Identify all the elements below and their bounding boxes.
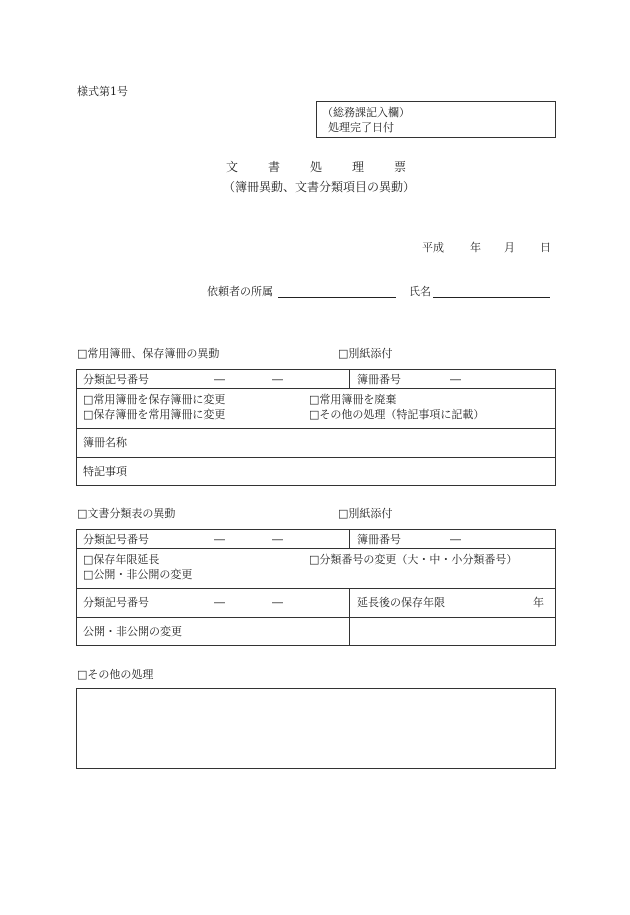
option-dispose-regular[interactable]: □常用簿冊を廃棄	[309, 393, 397, 406]
section1-attachment-checkbox[interactable]: □別紙添付	[338, 347, 393, 360]
section2-table	[76, 529, 556, 646]
class-code-label-2: 分類記号番号	[83, 596, 149, 609]
subtitle: （簿冊異動、文書分類項目の異動）	[223, 180, 416, 194]
title-char-3: 処	[310, 160, 323, 174]
class-code-dash: ―	[214, 596, 225, 609]
other-processing-box[interactable]	[76, 688, 556, 769]
requester-name-field[interactable]	[433, 297, 550, 298]
ledger-number-label: 簿冊番号	[357, 373, 401, 386]
option-extend-retention[interactable]: □保存年限延長	[83, 553, 160, 566]
class-code-dash: ―	[272, 533, 283, 546]
title-char-1: 文	[226, 160, 239, 174]
ledger-number-label: 簿冊番号	[357, 533, 401, 546]
office-use-label: （総務課記入欄）	[322, 106, 410, 119]
section1-heading[interactable]: □常用簿冊、保存簿冊の異動	[77, 347, 220, 360]
completion-date-label: 処理完了日付	[328, 121, 394, 134]
option-other-processing[interactable]: □その他の処理（特記事項に記載）	[309, 408, 485, 421]
option-change-disclosure[interactable]: □公開・非公開の変更	[83, 568, 193, 581]
requester-name-label: 氏名	[409, 285, 431, 298]
class-code-dash: ―	[272, 596, 283, 609]
option-change-class-number[interactable]: □分類番号の変更（大・中・小分類番号）	[309, 553, 518, 566]
remarks-label: 特記事項	[83, 465, 127, 478]
office-use-box	[316, 101, 556, 138]
class-code-dash: ―	[272, 373, 283, 386]
date-year: 年	[470, 241, 481, 254]
date-month: 月	[504, 241, 515, 254]
option-regular-to-storage[interactable]: □常用簿冊を保存簿冊に変更	[83, 393, 226, 406]
disclosure-change-label: 公開・非公開の変更	[83, 625, 182, 638]
section2-heading[interactable]: □文書分類表の異動	[77, 507, 176, 520]
year-unit: 年	[533, 596, 544, 609]
class-code-dash: ―	[214, 373, 225, 386]
date-day: 日	[540, 241, 551, 254]
requester-dept-field[interactable]	[278, 297, 396, 298]
class-code-dash: ―	[214, 533, 225, 546]
title-char-2: 書	[268, 160, 281, 174]
ledger-number-dash: ―	[450, 533, 461, 546]
ledger-name-label: 簿冊名称	[83, 436, 127, 449]
section2-attachment-checkbox[interactable]: □別紙添付	[338, 507, 393, 520]
option-storage-to-regular[interactable]: □保存簿冊を常用簿冊に変更	[83, 408, 226, 421]
date-era: 平成	[422, 241, 444, 254]
form-number: 様式第1号	[77, 85, 128, 98]
section1-table	[76, 369, 556, 486]
title-char-5: 票	[394, 160, 407, 174]
class-code-label: 分類記号番号	[83, 373, 149, 386]
requester-dept-label: 依頼者の所属	[207, 285, 273, 298]
section3-heading[interactable]: □その他の処理	[77, 668, 154, 681]
extended-retention-label: 延長後の保存年限	[357, 596, 445, 609]
ledger-number-dash: ―	[450, 373, 461, 386]
title-char-4: 理	[352, 160, 365, 174]
class-code-label: 分類記号番号	[83, 533, 149, 546]
